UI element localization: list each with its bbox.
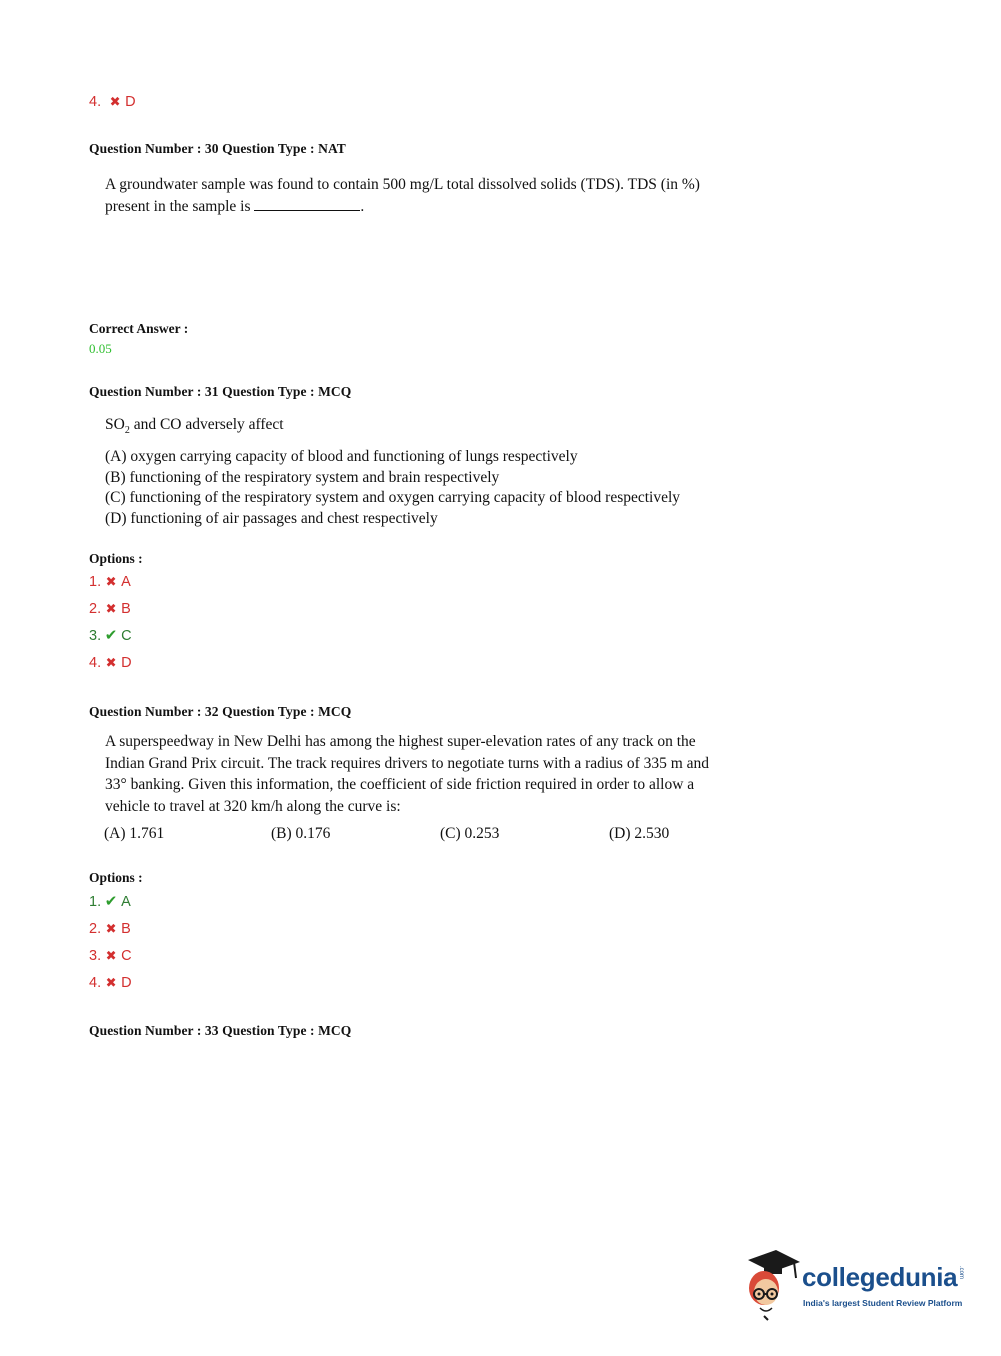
q32-stem-line: vehicle to travel at 320 km/h along the curve is: — [105, 797, 401, 815]
choice-b: (B) functioning of the respiratory system and brain respectively — [105, 468, 500, 486]
q32-header: Question Number : 32 Question Type : MCQ — [89, 704, 352, 719]
logo-tagline: India's largest Student Review Platform — [803, 1298, 963, 1308]
option-row: 1. ✖ A — [89, 571, 132, 598]
wrong-mark-icon: ✖ — [105, 601, 117, 616]
q32-stem-line: 33° banking. Given this information, the coefficient of side friction required in order to allow a — [105, 776, 695, 793]
option-row: 2. ✖ B — [89, 918, 132, 945]
choice-b: (B) 0.176 — [271, 825, 331, 842]
wrong-mark-icon: ✖ — [105, 948, 117, 963]
option-row: 3. ✔ C — [89, 625, 132, 652]
wrong-mark-icon: ✖ — [105, 975, 117, 990]
wrong-mark-icon: ✖ — [105, 574, 117, 589]
prev-option-4 — [89, 92, 136, 112]
mascot-icon — [742, 1250, 802, 1322]
correct-answer-value: 0.05 — [89, 341, 112, 356]
collegedunia-logo — [742, 1250, 972, 1322]
wrong-mark-icon: ✖ — [109, 94, 121, 109]
option-number: 4. — [89, 94, 102, 110]
q31-choices — [105, 447, 680, 529]
q33-header: Question Number : 33 Question Type : MCQ — [89, 1023, 352, 1038]
choice-d: (D) 2.530 — [609, 825, 670, 842]
q32-options-label: Options : — [89, 870, 143, 885]
choice-a: (A) oxygen carrying capacity of blood and functioning of lungs respectively — [105, 448, 578, 465]
check-mark-icon: ✔ — [104, 627, 118, 644]
choice-c: (C) 0.253 — [440, 825, 500, 842]
q30-stem — [105, 175, 803, 217]
choice-d: (D) functioning of air passages and chest respectively — [105, 509, 438, 527]
option-row: 1. ✔ A — [89, 891, 132, 918]
q31-header: Question Number : 31 Question Type : MCQ — [89, 384, 352, 399]
q31-options-list — [89, 571, 132, 679]
q32-options-list — [89, 891, 132, 999]
q31-options-label: Options : — [89, 551, 143, 566]
option-letter: D — [125, 94, 136, 110]
wrong-mark-icon: ✖ — [105, 921, 117, 936]
option-row: 2. ✖ B — [89, 598, 132, 625]
q31-stem: $SO_2$ and CO adversely affect — [105, 416, 284, 437]
q32-choices — [0, 825, 1001, 847]
q32-stem-line: A superspeedway in New Delhi has among the highest super-elevation rates of any track on the — [105, 733, 696, 750]
q30-stem-line2: present in the sample is . — [105, 197, 365, 215]
option-row: 4. ✖ D — [89, 972, 132, 999]
q30-stem-line1: A groundwater sample was found to contain 500 mg/L total dissolved solids (TDS). TDS (in %) — [105, 176, 700, 193]
choice-c: (C) functioning of the respiratory system and oxygen carrying capacity of blood respectively — [105, 489, 681, 506]
wrong-mark-icon: ✖ — [105, 655, 117, 670]
q30-header: Question Number : 30 Question Type : NAT — [89, 141, 346, 156]
choice-a: (A) 1.761 — [104, 825, 165, 842]
option-row: 4. ✖ D — [89, 652, 132, 679]
q32-stem-line: Indian Grand Prix circuit. The track requires drivers to negotiate turns with a radius of 335 m and — [105, 754, 710, 772]
q32-stem — [105, 731, 803, 817]
option-row: 3. ✖ C — [89, 945, 132, 972]
answer-blank — [254, 196, 360, 211]
correct-answer-label: Correct Answer : — [89, 321, 189, 336]
check-mark-icon: ✔ — [104, 893, 118, 910]
logo-wordmark: collegedunia — [802, 1262, 958, 1292]
logo-suffix: .com — [958, 1266, 964, 1280]
